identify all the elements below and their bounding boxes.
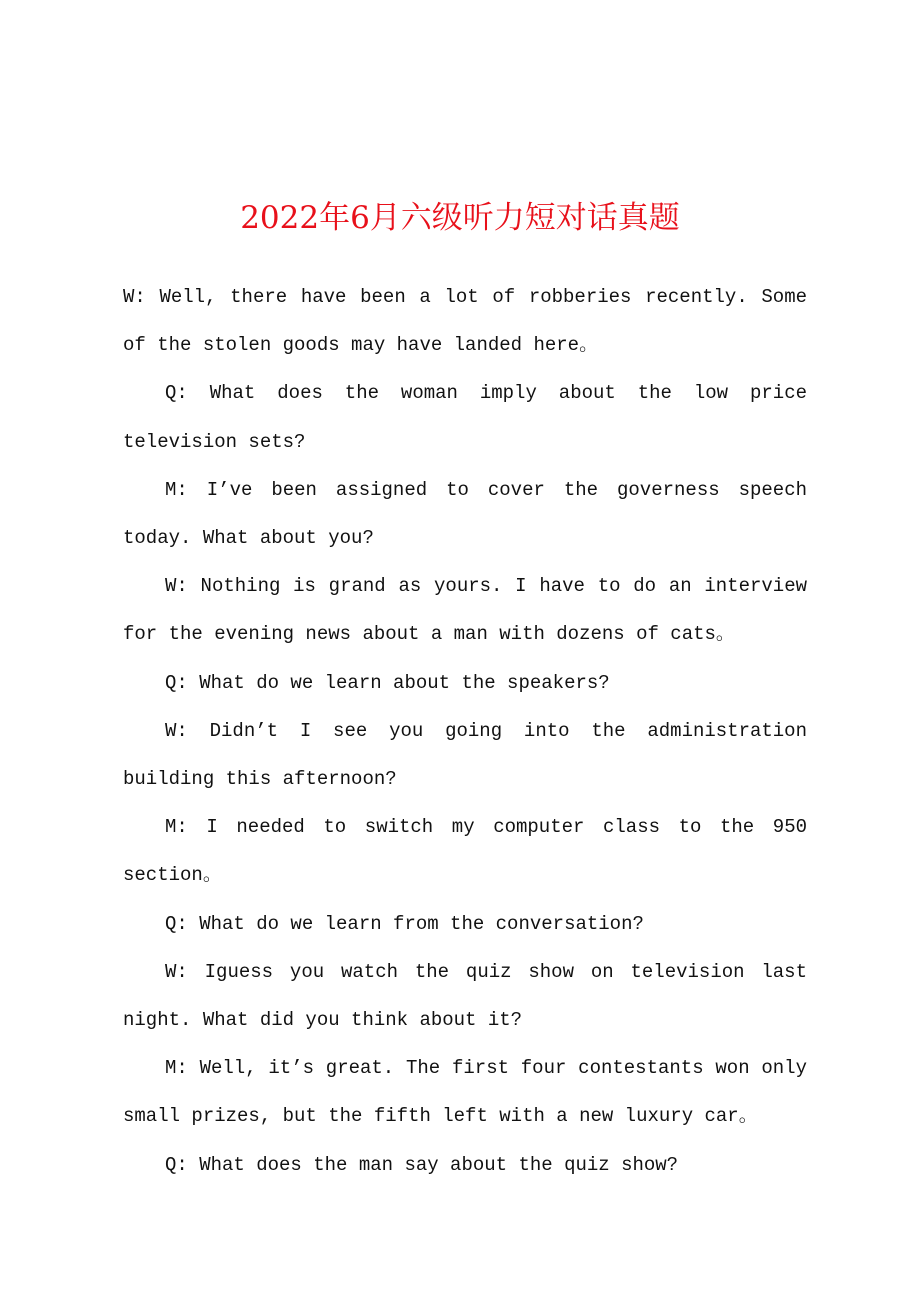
paragraph: Q: What do we learn about the speakers? [165, 671, 610, 694]
paragraph: W: Didn’t I see you going into the administration building this afternoon? [123, 719, 807, 791]
paragraph: Q: What does the man say about the quiz show? [165, 1153, 679, 1176]
paragraph: M: Well, it’s great. The first four contestants won only small prizes, but the fifth left with a new luxury car。 [123, 1057, 807, 1128]
paragraph: W: Nothing is grand as yours. I have to do an interview for the evening news about a man with dozens of cats。 [123, 575, 807, 646]
paragraph: W: Iguess you watch the quiz show on television last night. What did you think about it? [123, 960, 807, 1032]
paragraph: Q: What does the woman imply about the low price television sets? [123, 382, 807, 453]
paragraph: Q: What do we learn from the conversation? [165, 912, 644, 935]
paragraph: M: I needed to switch my computer class to the 950 section。 [123, 816, 807, 887]
document-body [123, 273, 807, 1189]
paragraph: M: I’ve been assigned to cover the governess speech today. What about you? [123, 478, 807, 550]
document-title: 2022年6月六级听力短对话真题 [240, 200, 680, 236]
paragraph: W: Well, there have been a lot of robberies recently. Some of the stolen goods may have landed here。 [123, 286, 807, 357]
